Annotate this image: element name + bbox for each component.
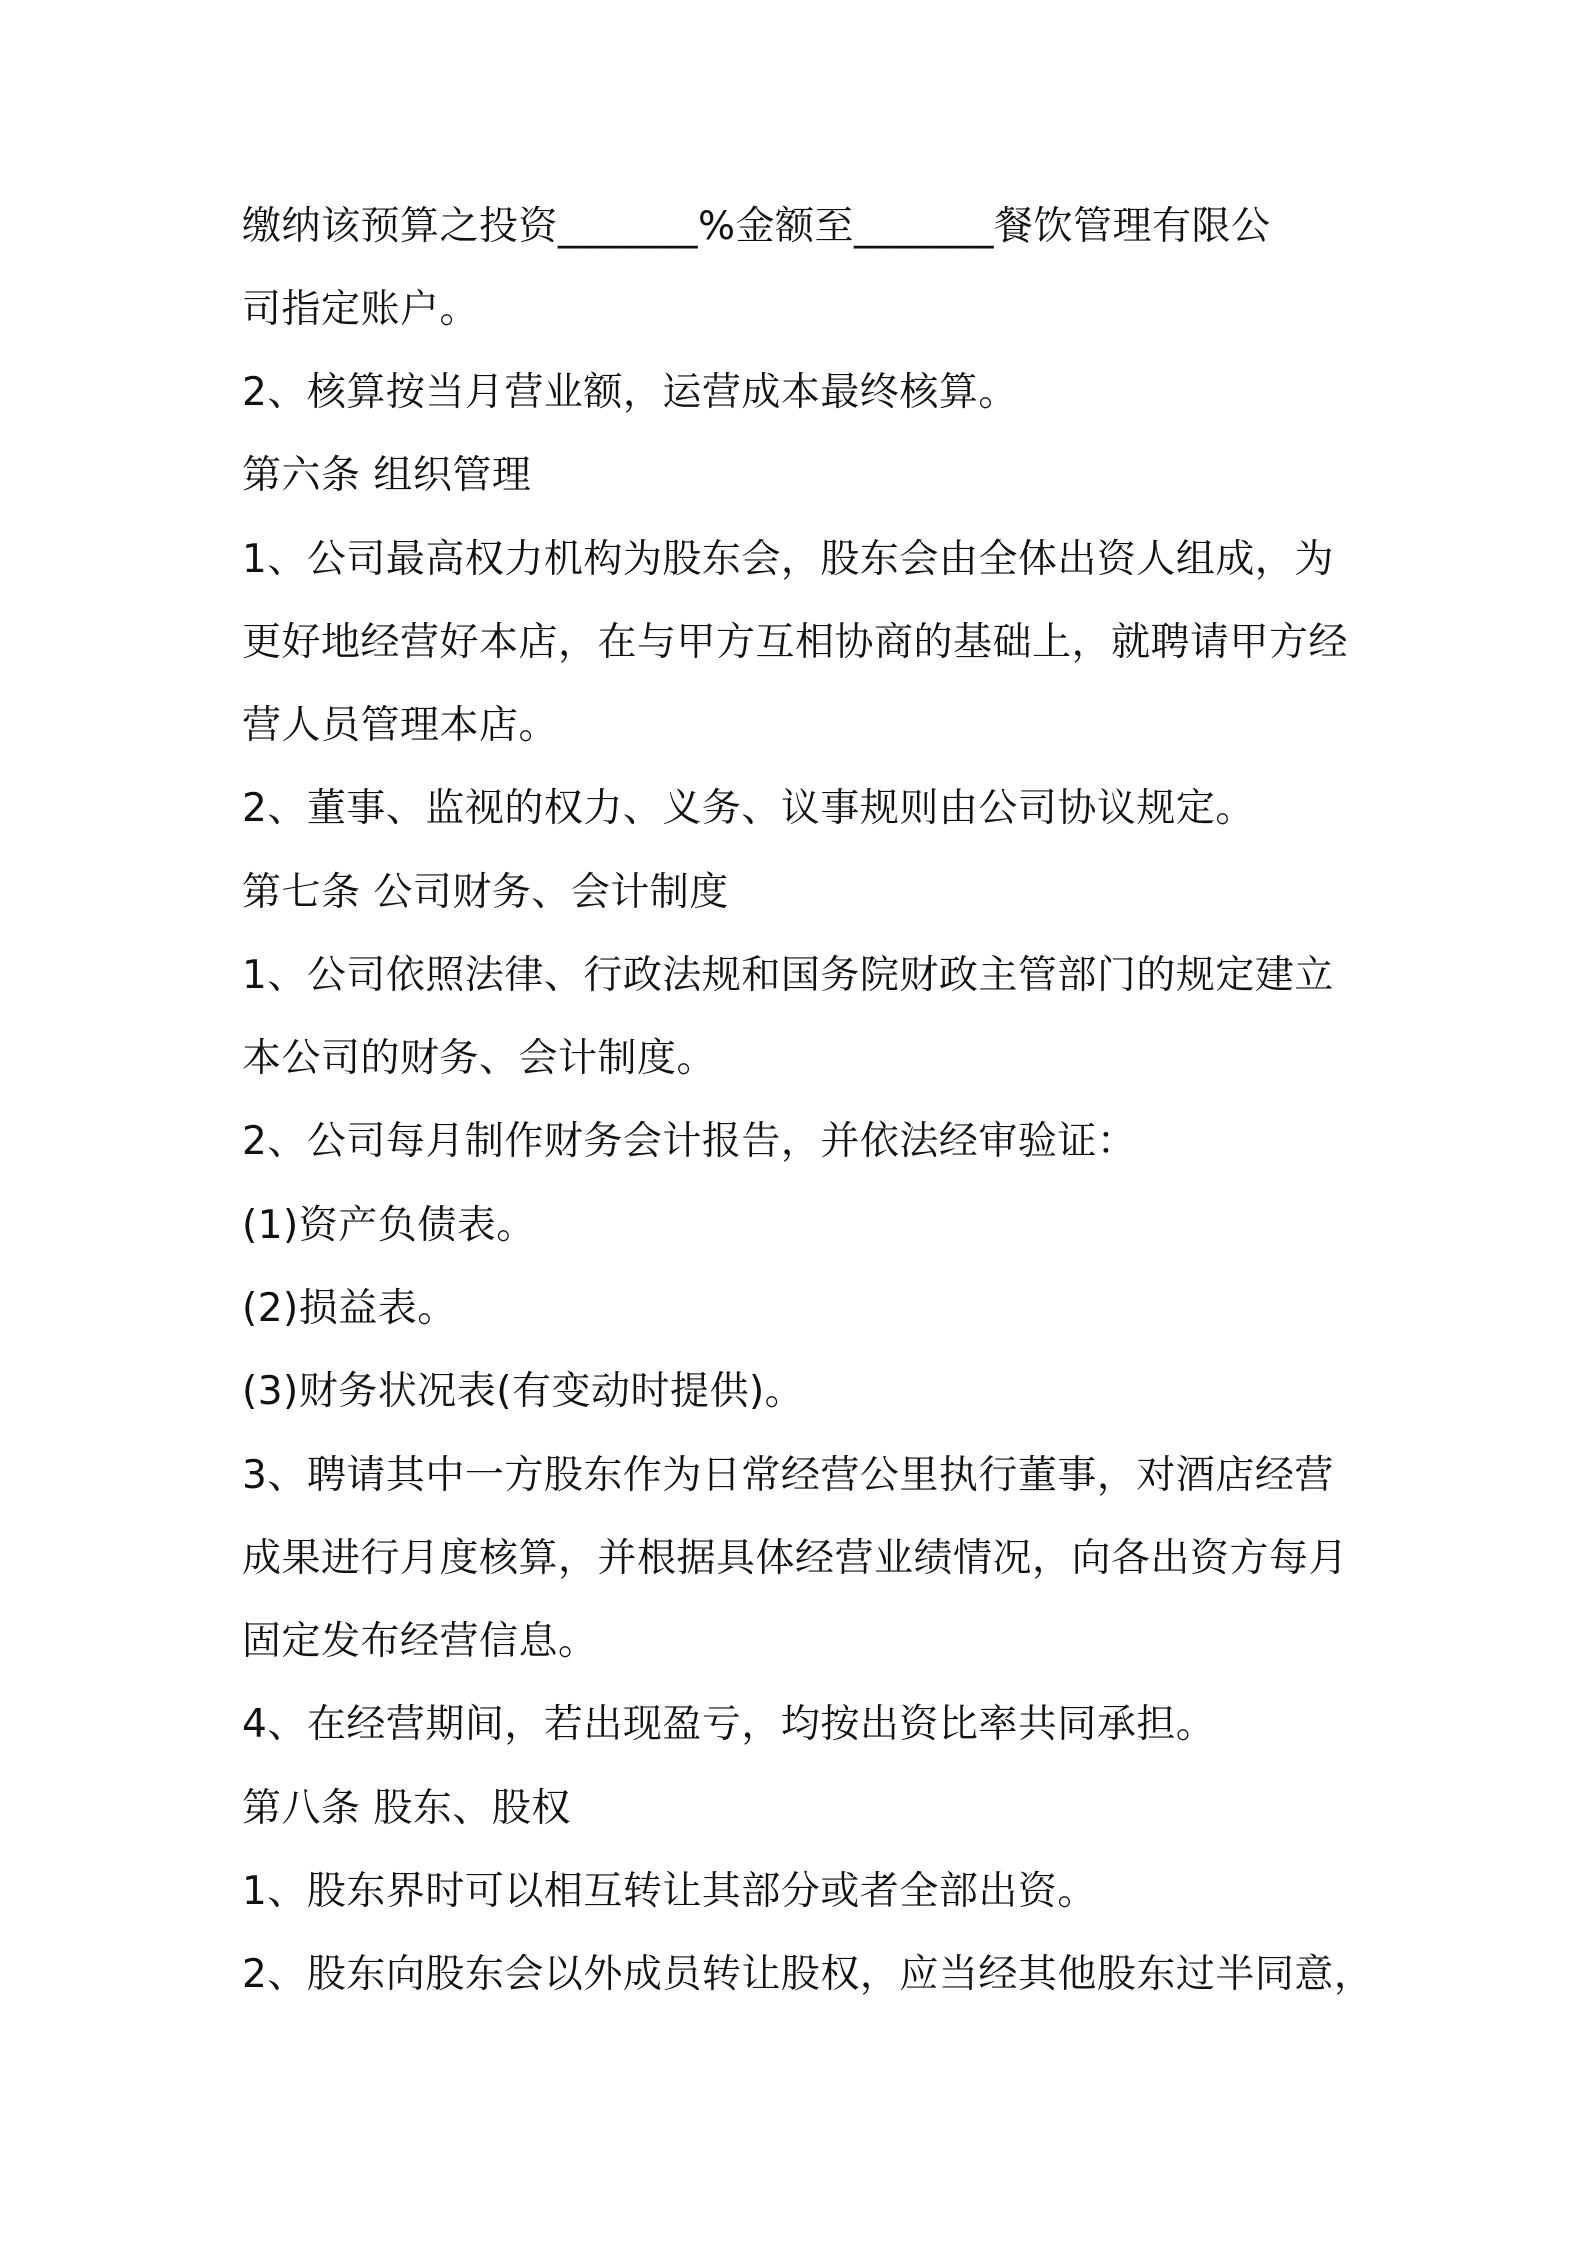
text-line: 成果进行月度核算，并根据具体经营业绩情况，向各出资方每月 xyxy=(242,1536,1349,1581)
section-heading: 第七条 公司财务、会计制度 xyxy=(242,870,729,915)
text-line: 司指定账户。 xyxy=(242,287,480,332)
section-heading: 第六条 组织管理 xyxy=(242,453,532,498)
text-line: 缴纳该预算之投资_______%金额至_______餐饮管理有限公 xyxy=(242,204,1271,249)
text-line: 1、公司最高权力机构为股东会，股东会由全体出资人组成，为 xyxy=(242,537,1334,582)
text-line: 1、股东界时可以相互转让其部分或者全部出资。 xyxy=(242,1869,1097,1914)
text-line: 1、公司依照法律、行政法规和国务院财政主管部门的规定建立 xyxy=(242,953,1334,998)
text-line: 营人员管理本店。 xyxy=(242,703,559,748)
text-line: 3、聘请其中一方股东作为日常经营公里执行董事，对酒店经营 xyxy=(242,1453,1334,1498)
text-line: 2、股东向股东会以外成员转让股权，应当经其他股东过半同意， xyxy=(242,1952,1374,1997)
text-line: 本公司的财务、会计制度。 xyxy=(242,1036,717,1081)
text-line: 更好地经营好本店，在与甲方互相协商的基础上，就聘请甲方经 xyxy=(242,620,1349,665)
text-line: 2、公司每月制作财务会计报告，并依法经审验证： xyxy=(242,1119,1137,1164)
text-line: 2、核算按当月营业额，运营成本最终核算。 xyxy=(242,370,1018,415)
list-item: (2)损益表。 xyxy=(242,1286,457,1331)
text-line: 固定发布经营信息。 xyxy=(242,1619,598,1664)
text-line: 2、董事、监视的权力、义务、议事规则由公司协议规定。 xyxy=(242,786,1255,831)
list-item: (3)财务状况表(有变动时提供)。 xyxy=(242,1369,805,1414)
text-line: 4、在经营期间，若出现盈亏，均按出资比率共同承担。 xyxy=(242,1702,1216,1747)
section-heading: 第八条 股东、股权 xyxy=(242,1786,571,1831)
list-item: (1)资产负债表。 xyxy=(242,1203,536,1248)
